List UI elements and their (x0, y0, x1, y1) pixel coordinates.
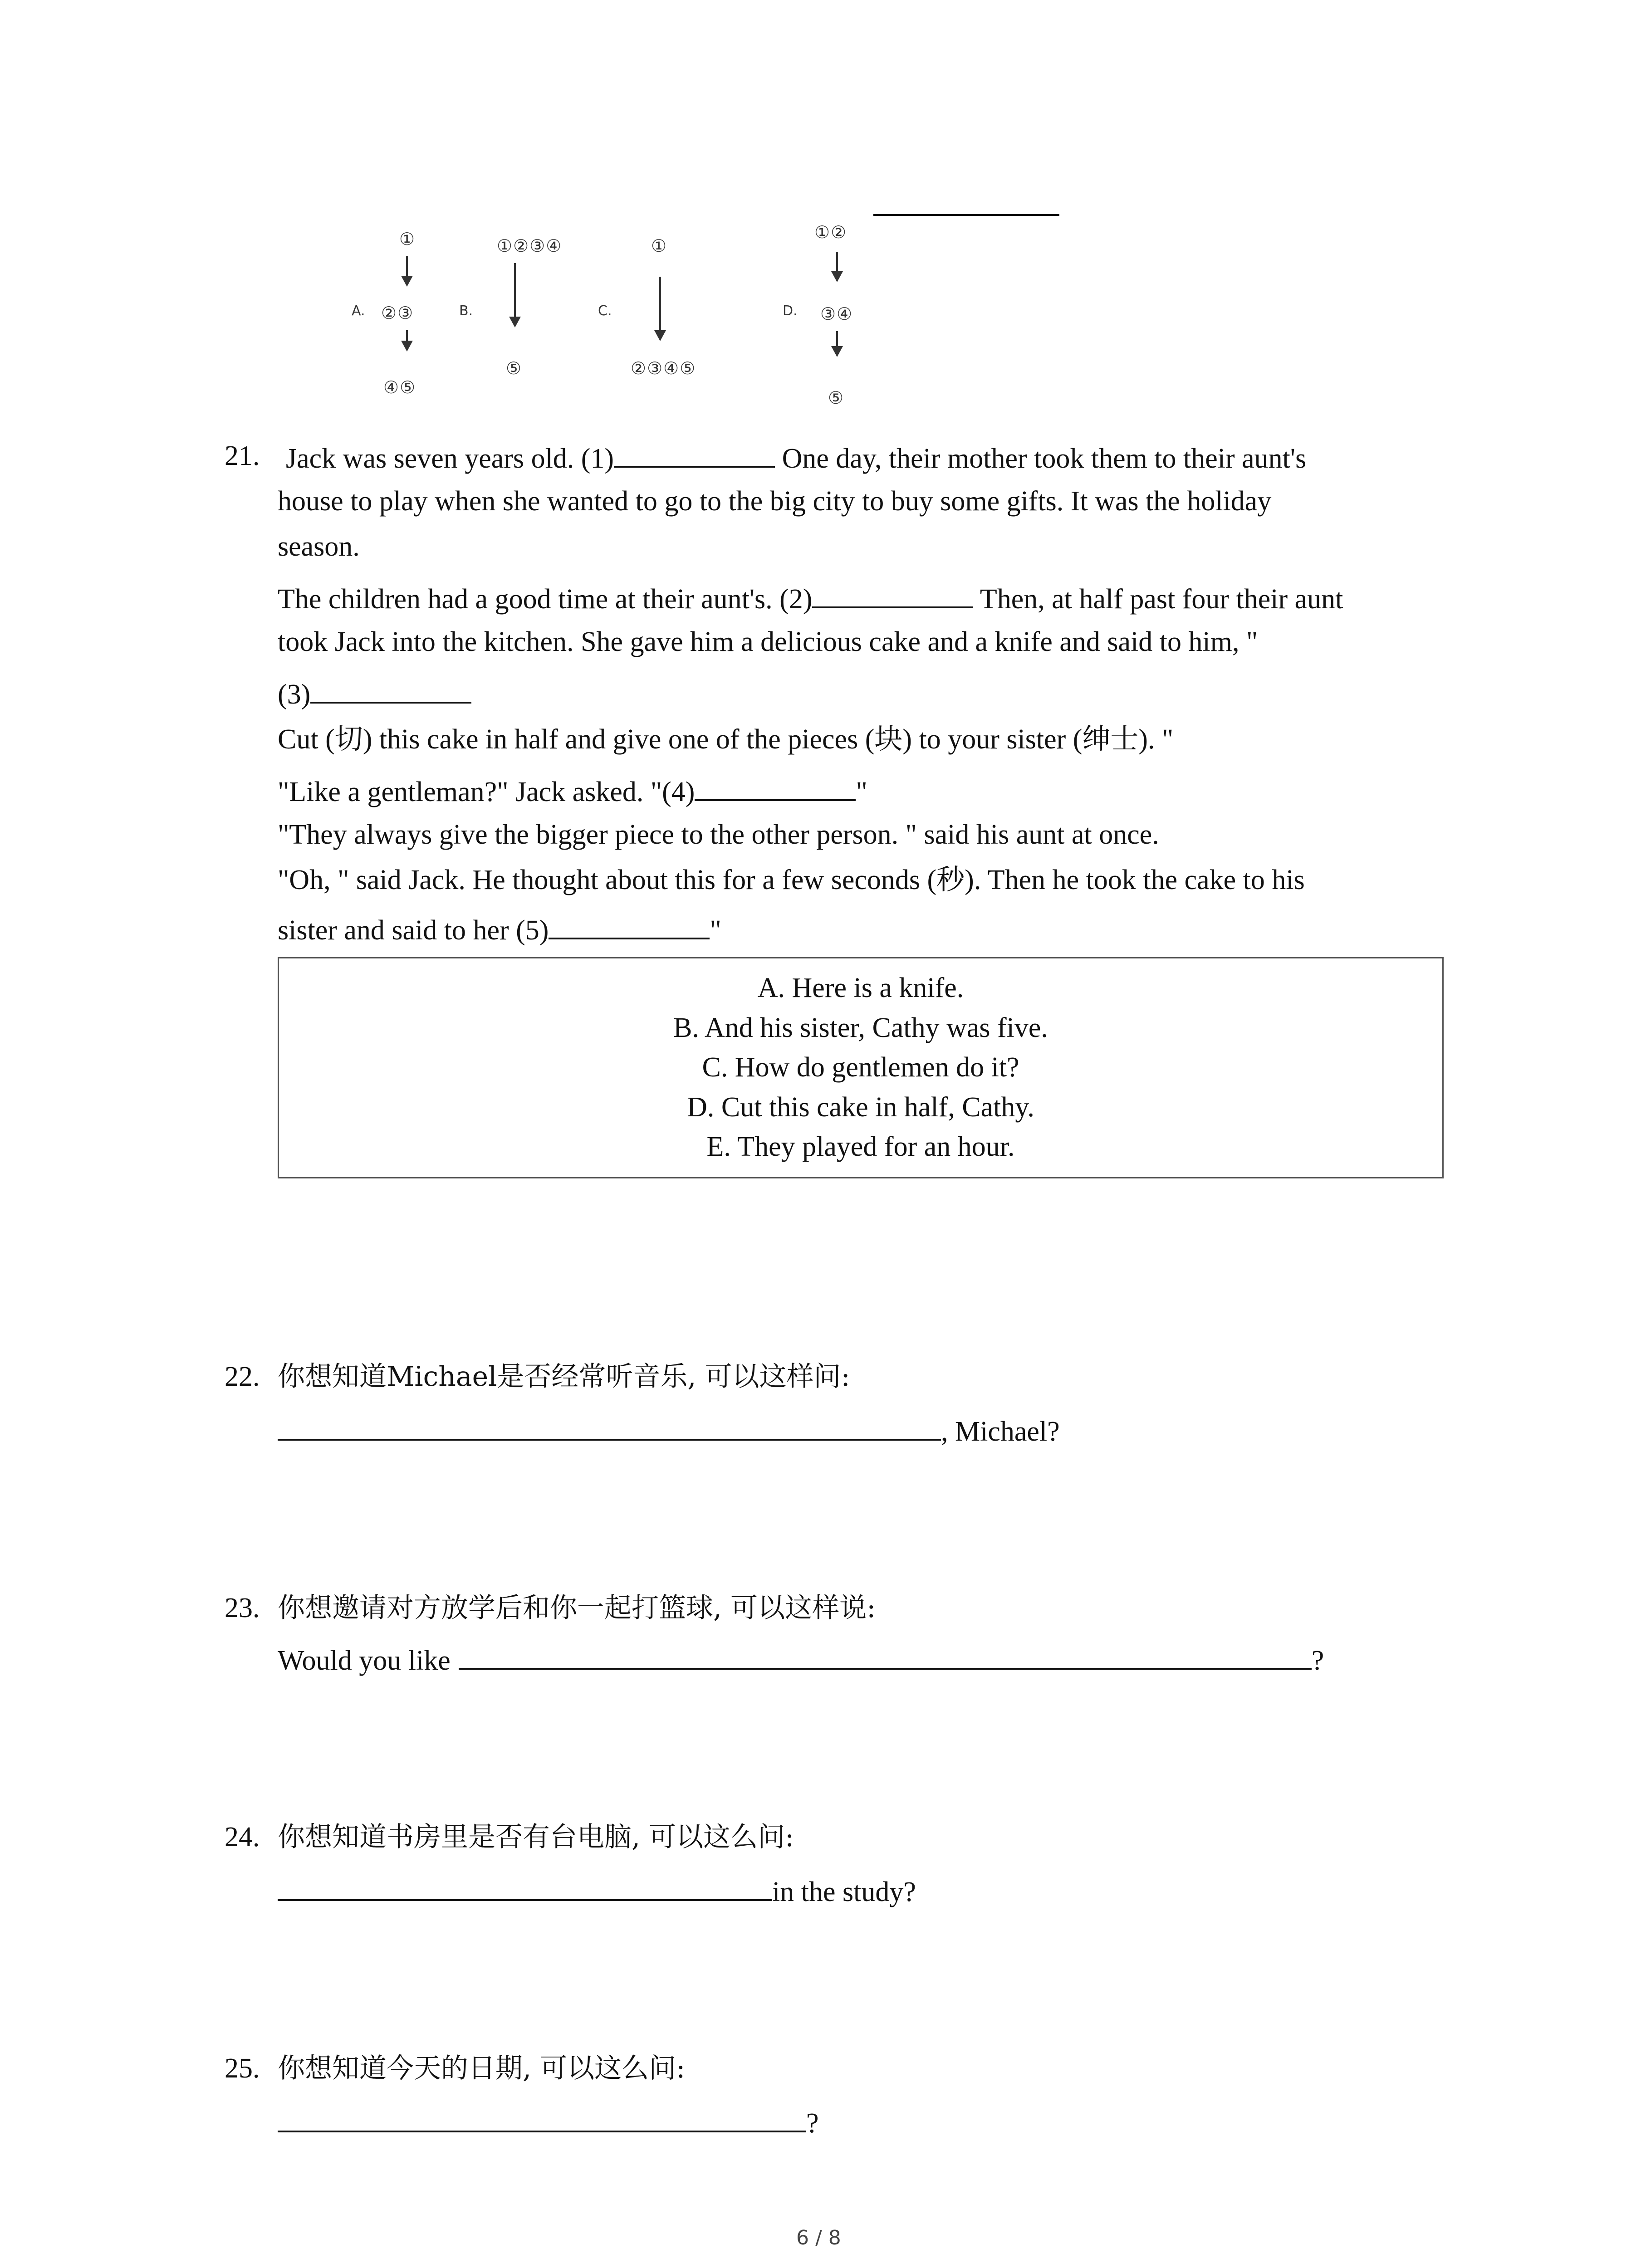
option-item: D. Cut this cake in half, Cathy. (687, 1092, 1034, 1123)
answer-line-top (873, 214, 1059, 216)
question-number: 23. (225, 1593, 260, 1623)
passage-text: Then, at half past four their aunt (973, 584, 1343, 615)
diagram-a-mid: ②③ (381, 303, 414, 323)
answer-blank-2[interactable] (812, 578, 973, 608)
answer-blank-1[interactable] (614, 438, 775, 468)
page-number: 6 / 8 (796, 2226, 841, 2249)
passage-text: (3) (278, 679, 311, 710)
passage-line: took Jack into the kitchen. She gave him a delicious cake and a knife and said to him, " (278, 626, 1258, 657)
diagram-label-c: C. (598, 303, 612, 319)
question-number: 24. (225, 1822, 260, 1853)
diagram-d-bottom: ⑤ (828, 388, 845, 408)
question-number: 22. (225, 1361, 260, 1392)
diagram-a-arrow-2 (406, 330, 408, 342)
question-prompt: 你想知道书房里是否有台电脑, 可以这么问: (278, 1821, 794, 1853)
passage-line: "Oh, " said Jack. He thought about this for a few seconds (秒). Then he took the cake to his (278, 865, 1305, 895)
options-box (278, 957, 1444, 1178)
diagram-c-arrow (659, 277, 661, 331)
passage-text: " (710, 915, 721, 946)
option-item: E. They played for an hour. (706, 1131, 1015, 1162)
diagram-label-b: B. (459, 303, 473, 319)
diagram-a-arrow-1 (406, 256, 408, 277)
passage-line (278, 909, 721, 948)
answer-tail: in the study? (772, 1877, 916, 1907)
question-prompt: 你想知道今天的日期, 可以这么问: (278, 2053, 686, 2084)
answer-line (278, 1871, 916, 1910)
diagram-a-bottom: ④⑤ (383, 377, 416, 397)
passage-line: "They always give the bigger piece to the other person. " said his aunt at once. (278, 819, 1159, 850)
diagram-b-bottom: ⑤ (506, 358, 523, 378)
answer-blank-5[interactable] (549, 909, 710, 939)
question-prompt: 你想邀请对方放学后和你一起打篮球, 可以这样说: (278, 1592, 876, 1624)
answer-tail: ? (806, 2108, 819, 2139)
answer-blank[interactable] (278, 2102, 806, 2132)
passage-line (278, 674, 471, 713)
answer-tail: ? (1311, 1645, 1324, 1676)
passage-line: season. (278, 531, 360, 562)
question-prompt: 你想知道Michael是否经常听音乐, 可以这样问: (278, 1361, 850, 1393)
passage-line (286, 438, 1306, 477)
question-number: 25. (225, 2053, 260, 2084)
diagram-b-top: ①②③④ (497, 236, 563, 256)
passage-line: Cut (切) this cake in half and give one of the pieces (块) to your sister (绅士). " (278, 724, 1174, 755)
diagram-b-arrow (514, 263, 516, 318)
answer-line (278, 1640, 1324, 1679)
diagram-a-top: ① (399, 229, 416, 249)
option-item: C. How do gentlemen do it? (702, 1052, 1019, 1083)
diagram-d-arrow-2 (836, 331, 838, 347)
diagram-label-d: D. (783, 303, 798, 319)
diagram-c-top: ① (651, 236, 668, 256)
passage-line (278, 578, 1343, 617)
answer-lead: Would you like (278, 1645, 451, 1676)
passage-text: One day, their mother took them to their aunt's (775, 443, 1307, 474)
question-number: 21. (225, 440, 260, 471)
option-item: B. And his sister, Cathy was five. (673, 1012, 1048, 1043)
passage-line (278, 771, 867, 810)
answer-line (278, 1411, 1060, 1450)
diagram-label-a: A. (352, 303, 365, 319)
passage-text: " (856, 777, 867, 807)
answer-blank[interactable] (278, 1411, 941, 1441)
diagram-d-mid: ③④ (820, 304, 853, 324)
answer-line (278, 2102, 819, 2141)
diagram-c-bottom: ②③④⑤ (631, 358, 696, 378)
answer-blank[interactable] (278, 1871, 772, 1901)
passage-text: sister and said to her (5) (278, 915, 549, 946)
passage-text: "Like a gentleman?" Jack asked. "(4) (278, 777, 695, 807)
answer-tail: , Michael? (941, 1416, 1060, 1447)
passage-text: The children had a good time at their aunt's. (2) (278, 584, 813, 615)
diagram-d-top: ①② (814, 222, 847, 242)
answer-blank-3[interactable] (310, 674, 471, 704)
diagram-d-arrow-1 (836, 252, 838, 272)
answer-blank-4[interactable] (695, 771, 856, 801)
passage-line: house to play when she wanted to go to the big city to buy some gifts. It was the holiday (278, 486, 1272, 517)
answer-blank[interactable] (459, 1640, 1312, 1670)
option-item: A. Here is a knife. (757, 973, 964, 1003)
passage-text: Jack was seven years old. (1) (286, 443, 614, 474)
